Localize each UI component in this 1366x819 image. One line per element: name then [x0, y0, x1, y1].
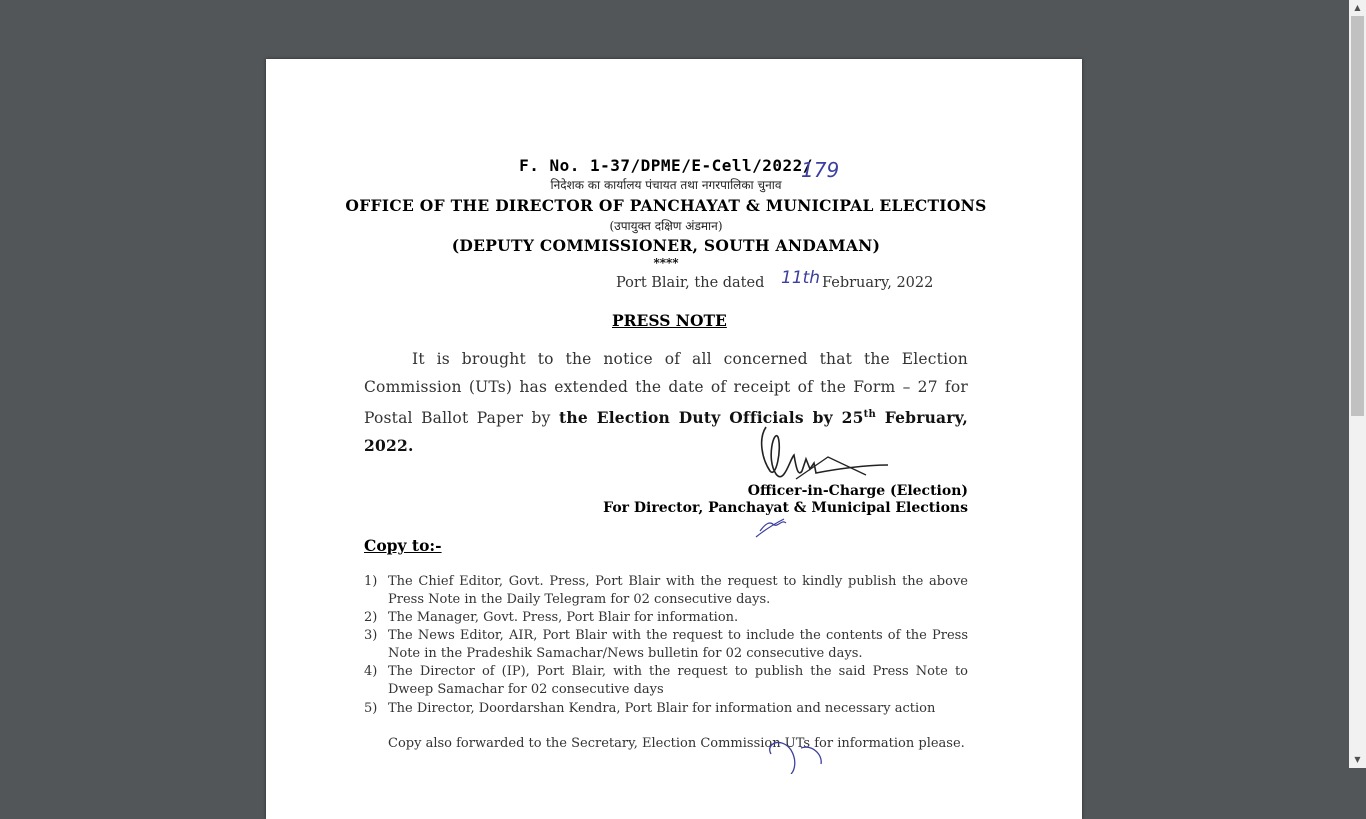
- list-item: 5) The Director, Doordarshan Kendra, Port Blair for information and necessary action: [364, 701, 936, 716]
- list-item: 4) The Director of (IP), Port Blair, with the request to publish the said Press Note to Dweep Samachar for 02 consecutive days: [364, 664, 968, 697]
- dated-prefix: Port Blair, the dated: [616, 275, 765, 291]
- handwritten-date: 11th: [781, 268, 821, 288]
- office-title: OFFICE OF THE DIRECTOR OF PANCHAYAT & MUNICIPAL ELECTIONS: [345, 196, 987, 215]
- list-item: 1) The Chief Editor, Govt. Press, Port Blair with the request to kindly publish the above Press Note in the Daily Telegram for 02 consecutive days.: [364, 574, 968, 607]
- press-note-body: It is brought to the notice of all concerned that the Election Commission (UTs) has extended the date of receipt of the Form – 27 for Postal Ballot Paper by the Election Duty Officials by 25th February, 2022.: [364, 350, 968, 456]
- document-page: [266, 59, 1082, 819]
- officer-in-charge: Officer-in-Charge (Election): [747, 483, 968, 499]
- copy-to-heading: Copy to:-: [364, 536, 442, 555]
- body-text-bold: the Election Duty Officials: [558, 408, 804, 428]
- hindi-deputy-title: (उपायुक्त दक्षिण अंडमान): [609, 219, 723, 233]
- dated-suffix: February, 2022: [822, 275, 934, 291]
- scrollbar-thumb[interactable]: [1351, 16, 1364, 416]
- second-signature-mark: [761, 734, 841, 774]
- vertical-scrollbar[interactable]: [1349, 0, 1366, 768]
- scroll-down-arrow-icon[interactable]: ▼: [1354, 755, 1361, 764]
- deputy-title: (DEPUTY COMMISSIONER, SOUTH ANDAMAN): [451, 236, 881, 255]
- list-item: 3) The News Editor, AIR, Port Blair with the request to include the contents of the Press Note in the Pradeshik Samachar/News bulletin for 02 consecutive days.: [364, 628, 968, 661]
- list-item: 2) The Manager, Govt. Press, Port Blair for information.: [364, 610, 739, 625]
- file-number: F. No. 1-37/DPME/E-Cell/2022/: [519, 156, 813, 175]
- copy-to-list: [364, 573, 968, 718]
- body-date: by 25th February, 2022: [364, 408, 968, 456]
- press-note-heading: PRESS NOTE: [612, 311, 727, 330]
- hindi-office-title: निदेशक का कार्यालय पंचायत तथा नगरपालिका चुनाव: [550, 178, 782, 192]
- body-text-plain: It is brought to the notice of all concerned that the Election Commission (UTs) has extended the date of receipt of the Form – 27 for Postal Ballot Paper by: [364, 350, 968, 428]
- separator-stars: ****: [653, 256, 679, 270]
- handwritten-file-number: 179: [801, 158, 840, 182]
- for-director: For Director, Panchayat & Municipal Elections: [603, 500, 968, 516]
- copy-also-line: Copy also forwarded to the Secretary, Election Commission UTs for information please.: [388, 736, 965, 751]
- scroll-up-arrow-icon[interactable]: ▲: [1354, 3, 1361, 12]
